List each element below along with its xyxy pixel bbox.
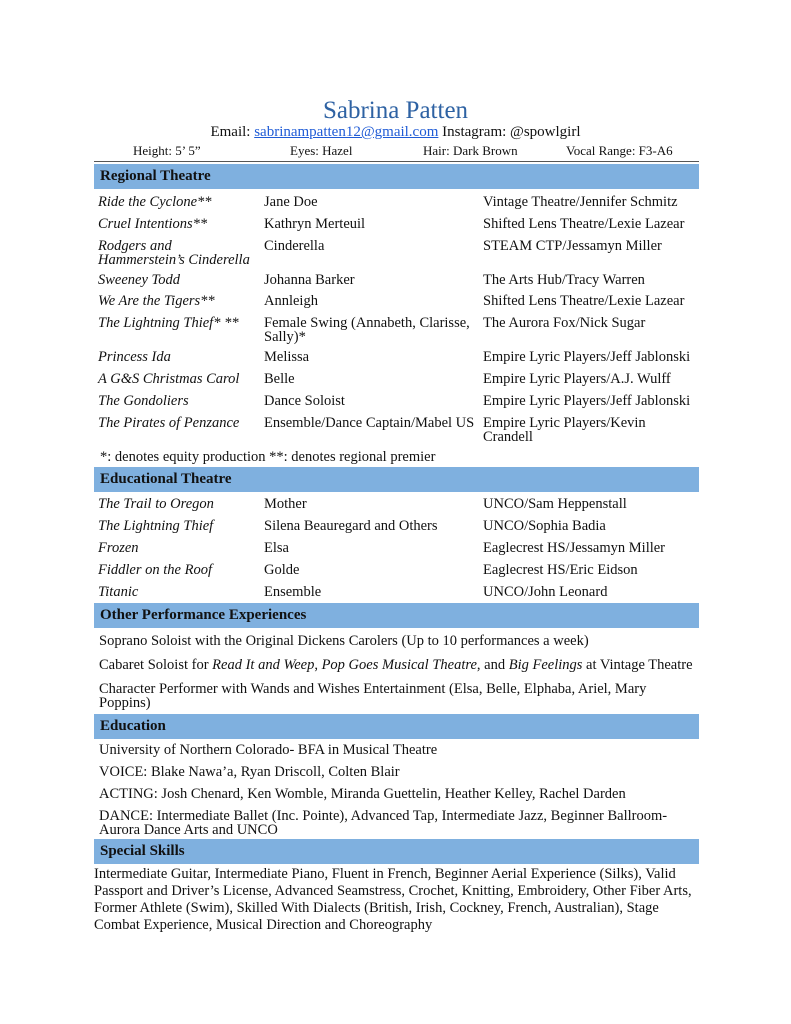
contact-line — [0, 123, 791, 141]
role: Melissa — [264, 349, 310, 365]
company: Shifted Lens Theatre/Lexie Lazear — [483, 216, 685, 232]
experience-line — [99, 658, 699, 672]
experience-text: at Vintage Theatre — [582, 657, 693, 673]
email-label: Email: — [210, 124, 255, 140]
show-title: A G&S Christmas Carol — [98, 371, 240, 387]
company: Empire Lyric Players/A.J. Wulff — [483, 371, 671, 387]
height-stat: Height: 5’ 5” — [133, 143, 201, 158]
role: Golde — [264, 562, 300, 578]
role: Kathryn Merteuil — [264, 216, 366, 232]
role: Ensemble/Dance Captain/Mabel US — [264, 415, 475, 431]
experience-line: Character Performer with Wands and Wishes Entertainment (Elsa, Belle, Elphaba, Ariel, Mary Poppins) — [99, 681, 647, 711]
email-link[interactable]: sabrinampatten12@gmail.com — [254, 124, 439, 140]
section-other-performance: Other Performance Experiences — [94, 603, 699, 628]
show-title: Rodgers and Hammerstein’s Cinderella — [98, 238, 250, 268]
role: Jane Doe — [264, 194, 318, 210]
section-regional-theatre: Regional Theatre — [94, 164, 699, 189]
company: Vintage Theatre/Jennifer Schmitz — [483, 194, 678, 210]
show-title: The Lightning Thief — [98, 518, 214, 534]
hair-stat: Hair: Dark Brown — [423, 143, 518, 158]
company: UNCO/John Leonard — [483, 584, 608, 600]
company: Shifted Lens Theatre/Lexie Lazear — [483, 293, 685, 309]
company: The Aurora Fox/Nick Sugar — [483, 315, 646, 331]
role: Silena Beauregard and Others — [264, 518, 438, 534]
company: Eaglecrest HS/Eric Eidson — [483, 562, 638, 578]
company: Empire Lyric Players/Kevin Crandell — [483, 415, 646, 445]
experience-text: , — [314, 657, 322, 673]
show-title: Titanic — [98, 584, 139, 600]
role: Annleigh — [264, 293, 318, 309]
show-title: Frozen — [98, 540, 139, 556]
role: Dance Soloist — [264, 393, 345, 409]
special-skills-text: Intermediate Guitar, Intermediate Piano, Fluent in French, Beginner Aerial Experience (Silks), Valid Passport and Driver’s License, Advanced Seamstress, Crochet, Knitting, Embroidery, Other Fiber Arts, Former Athlete (Swim), Skilled With Dialects (British, Irish, Cockney, French, Australian), Stage Combat Experience, Musical Direction and Choreography — [94, 866, 692, 933]
company: UNCO/Sophia Badia — [483, 518, 606, 534]
section-special-skills: Special Skills — [94, 839, 699, 864]
show-title: The Lightning Thief* ** — [98, 315, 239, 331]
experience-text: Cabaret Soloist for — [99, 657, 213, 673]
company: The Arts Hub/Tracy Warren — [483, 272, 645, 288]
experience-text: , and — [476, 657, 509, 673]
education-line: ACTING: Josh Chenard, Ken Womble, Miranda Guettelin, Heather Kelley, Rachel Darden — [99, 786, 626, 802]
education-line: DANCE: Intermediate Ballet (Inc. Pointe), Advanced Tap, Intermediate Jazz, Beginner Ballroom- Aurora Dance Arts and UNCO — [99, 808, 668, 838]
role: Ensemble — [264, 584, 322, 600]
show-title: Princess Ida — [98, 349, 171, 365]
show-title: The Gondoliers — [98, 393, 189, 409]
role: Mother — [264, 496, 307, 512]
show-title: Big Feelings — [508, 657, 583, 673]
show-title: The Trail to Oregon — [98, 496, 214, 512]
show-title: Ride the Cyclone** — [98, 194, 212, 210]
role: Cinderella — [264, 238, 325, 254]
company: Eaglecrest HS/Jessamyn Miller — [483, 540, 666, 556]
education-line: VOICE: Blake Nawa’a, Ryan Driscoll, Colten Blair — [99, 764, 400, 780]
role: Johanna Barker — [264, 272, 355, 288]
company: Empire Lyric Players/Jeff Jablonski — [483, 349, 691, 365]
show-title: The Pirates of Penzance — [98, 415, 240, 431]
company: UNCO/Sam Heppenstall — [483, 496, 627, 512]
production-footnote: *: denotes equity production **: denotes regional premier — [100, 449, 436, 465]
company: STEAM CTP/Jessamyn Miller — [483, 238, 662, 254]
header-divider — [94, 161, 699, 162]
role: Female Swing (Annabeth, Clarisse, Sally)* — [264, 315, 470, 345]
section-education: Education — [94, 714, 699, 739]
show-title: Pop Goes Musical Theatre — [321, 657, 477, 673]
show-title: Fiddler on the Roof — [98, 562, 212, 578]
resume-name: Sabrina Patten — [322, 97, 469, 124]
role: Belle — [264, 371, 295, 387]
experience-line: Soprano Soloist with the Original Dickens Carolers (Up to 10 performances a week) — [99, 633, 589, 649]
instagram-handle: Instagram: @spowlgirl — [442, 124, 581, 140]
show-title: We Are the Tigers** — [98, 293, 215, 309]
section-educational-theatre: Educational Theatre — [94, 467, 699, 492]
education-line: University of Northern Colorado- BFA in Musical Theatre — [99, 742, 438, 758]
show-title: Read It and Weep — [212, 657, 315, 673]
show-title: Sweeney Todd — [98, 272, 181, 288]
vocal-range-stat: Vocal Range: F3-A6 — [566, 143, 673, 158]
eyes-stat: Eyes: Hazel — [290, 143, 353, 158]
show-title: Cruel Intentions** — [98, 216, 208, 232]
role: Elsa — [264, 540, 289, 556]
company: Empire Lyric Players/Jeff Jablonski — [483, 393, 691, 409]
